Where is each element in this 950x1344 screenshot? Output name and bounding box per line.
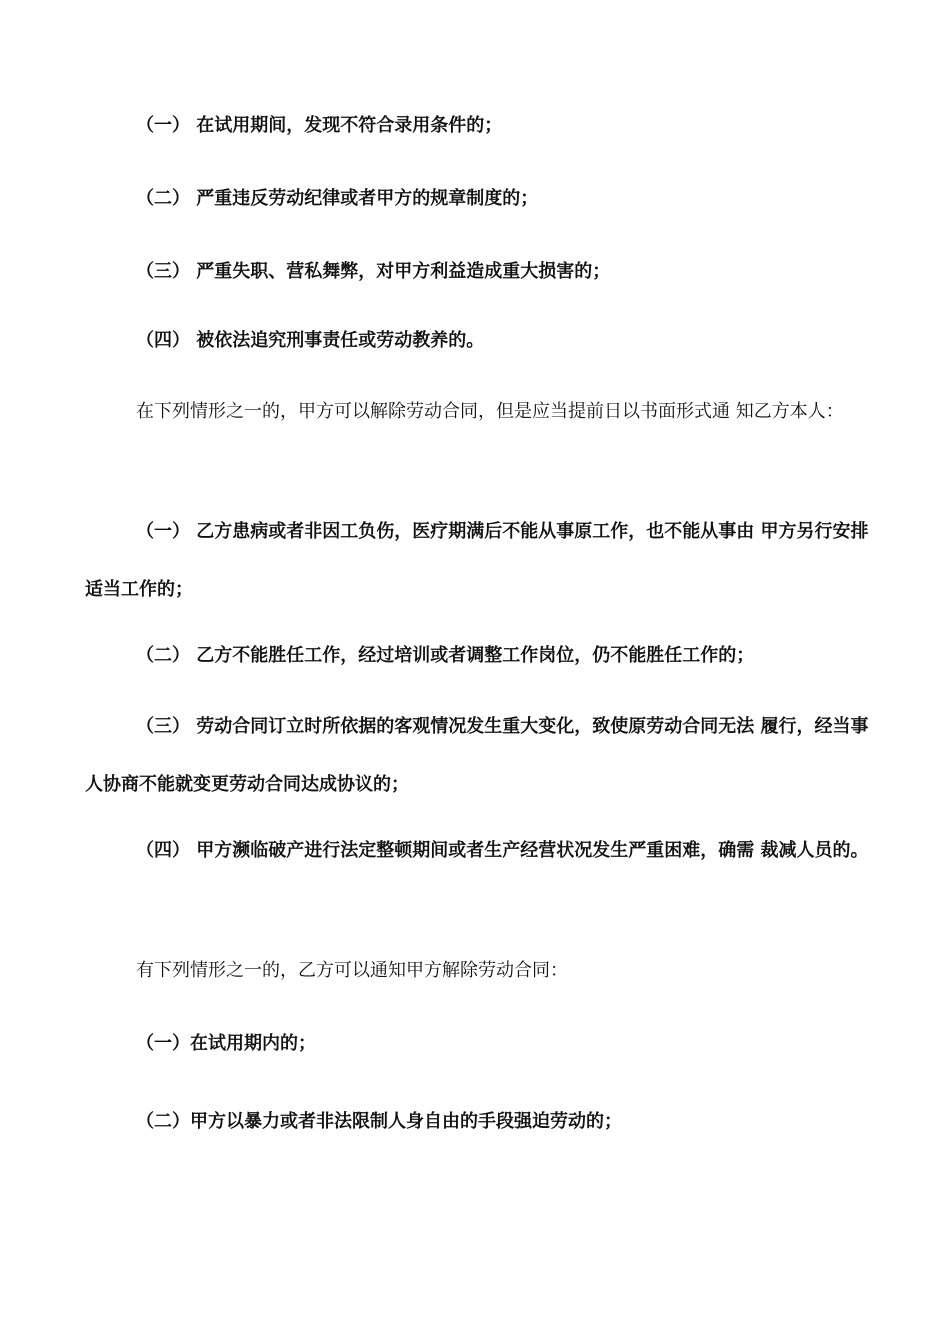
clause-marker: （一） bbox=[136, 115, 190, 136]
clause-marker: （二） bbox=[136, 188, 190, 209]
paragraph-text: 有下列情形之一的，乙方可以通知甲方解除劳动合同： bbox=[136, 960, 568, 981]
clause-text: 在试用期间，发现不符合录用条件的； bbox=[190, 115, 503, 136]
clause-2-1 bbox=[85, 503, 875, 619]
clause-3-1 bbox=[85, 1015, 875, 1073]
clause-text: 乙方患病或者非因工负伤，医疗期满后不能从事原工作，也不能从事由 甲方另行安排适当工作的； bbox=[85, 521, 869, 600]
clause-marker: （四） bbox=[136, 330, 190, 351]
clause-1-3 bbox=[85, 243, 875, 301]
paragraph-text: 在下列情形之一的，甲方可以解除劳动合同，但是应当提前日以书面形式通 知乙方本人： bbox=[136, 401, 844, 422]
clause-1-4 bbox=[85, 312, 875, 370]
section-intro-employee-notice bbox=[85, 942, 875, 1000]
clause-text: 严重失职、营私舞弊，对甲方利益造成重大损害的； bbox=[190, 261, 611, 282]
clause-2-4 bbox=[85, 822, 875, 880]
clause-1-1 bbox=[85, 97, 875, 155]
clause-marker: （一） bbox=[136, 521, 190, 542]
clause-marker: （二） bbox=[136, 645, 190, 666]
clause-text: 甲方濒临破产进行法定整顿期间或者生产经营状况发生严重困难，确需 裁减人员的。 bbox=[190, 840, 869, 861]
clause-text: 甲方以暴力或者非法限制人身自由的手段强迫劳动的； bbox=[190, 1111, 622, 1132]
clause-text: 乙方不能胜任工作，经过培训或者调整工作岗位，仍不能胜任工作的； bbox=[190, 645, 755, 666]
clause-marker: （一） bbox=[136, 1033, 190, 1054]
clause-text: 劳动合同订立时所依据的客观情况发生重大变化，致使原劳动合同无法 履行，经当事人协商不能就变更劳动合同达成协议的； bbox=[85, 716, 869, 795]
clause-text: 严重违反劳动纪律或者甲方的规章制度的； bbox=[190, 188, 539, 209]
clause-2-2 bbox=[85, 627, 875, 685]
clause-marker: （三） bbox=[136, 716, 190, 737]
clause-2-3 bbox=[85, 698, 875, 814]
clause-marker: （二） bbox=[136, 1111, 190, 1132]
clause-1-2 bbox=[85, 170, 875, 228]
clause-text: 在试用期内的； bbox=[190, 1033, 316, 1054]
clause-3-2 bbox=[85, 1093, 875, 1151]
clause-marker: （三） bbox=[136, 261, 190, 282]
clause-marker: （四） bbox=[136, 840, 190, 861]
clause-text: 被依法追究刑事责任或劳动教养的。 bbox=[190, 330, 485, 351]
section-intro-employer-notice bbox=[85, 383, 875, 441]
